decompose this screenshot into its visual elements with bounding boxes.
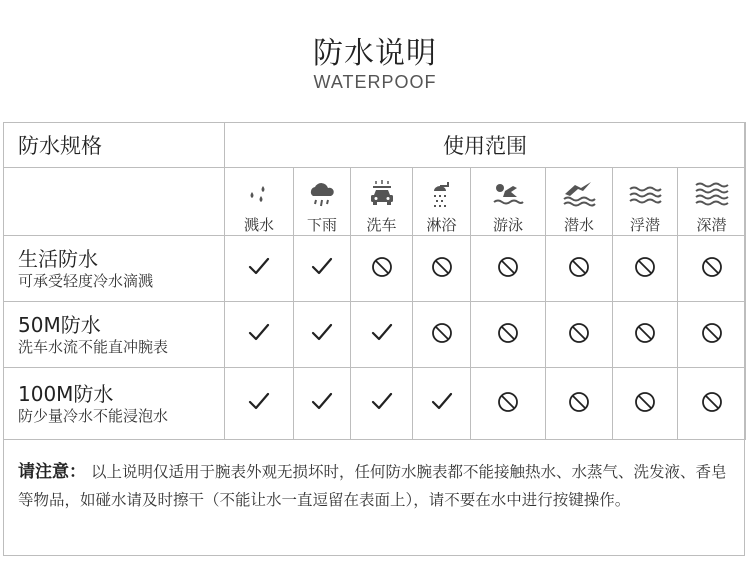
rain-cloud-icon (307, 180, 337, 208)
mark-cell (225, 236, 294, 302)
table-row-50m (4, 302, 746, 368)
mark-cell (225, 302, 294, 368)
mark-cell (678, 236, 746, 302)
car-wash-icon (367, 179, 397, 209)
check-icon (311, 257, 333, 277)
mark-cell (294, 368, 351, 440)
row-description: 防少量冷水不能浸泡水 (18, 406, 169, 425)
mark-cell (225, 368, 294, 440)
column-header-carwash (351, 168, 413, 236)
column-label: 溅水 (243, 216, 274, 234)
snorkel-waves-icon (628, 184, 662, 204)
prohibited-icon (568, 391, 590, 413)
mark-cell (294, 302, 351, 368)
row-label-cell (4, 236, 225, 302)
diving-icon (562, 180, 596, 208)
mark-cell (678, 368, 746, 440)
notice-body: 以上说明仅适用于腕表外观无损坏时，任何防水腕表都不能接触热水、水蒸气、洗发液、香皂等物品，如碰水请及时擦干（不能让水一直逗留在表面上），请不要在水中进行按键操作。 (18, 463, 727, 509)
mark-cell (613, 368, 678, 440)
prohibited-icon (497, 256, 519, 278)
check-icon (371, 392, 393, 412)
column-header-shower (413, 168, 471, 236)
row-title: 100M防水 (18, 381, 114, 406)
column-label: 淋浴 (426, 216, 457, 234)
prohibited-icon (701, 391, 723, 413)
prohibited-icon (431, 256, 453, 278)
prohibited-icon (634, 322, 656, 344)
check-icon (431, 392, 453, 412)
row-description: 可承受轻度冷水滴溅 (18, 271, 154, 290)
prohibited-icon (431, 322, 453, 344)
mark-cell (613, 236, 678, 302)
page-subtitle: WATERPOOF (313, 72, 437, 92)
check-icon (371, 323, 393, 343)
mark-cell (351, 368, 413, 440)
check-icon (311, 323, 333, 343)
row-description: 洗车水流不能直冲腕表 (18, 337, 169, 356)
mark-cell (294, 236, 351, 302)
spec-header: 防水规格 (4, 123, 225, 168)
waterproof-table (3, 122, 746, 440)
mark-cell (613, 302, 678, 368)
column-label: 潜水 (563, 216, 594, 234)
page-title: 防水说明 (313, 36, 437, 71)
notice-text (18, 458, 730, 514)
row-title: 50M防水 (18, 312, 101, 337)
notice-label: 请注意： (18, 462, 86, 482)
prohibited-icon (371, 256, 393, 278)
mark-cell (546, 236, 613, 302)
row-label-cell (4, 302, 225, 368)
prohibited-icon (497, 391, 519, 413)
mark-cell (546, 368, 613, 440)
column-header-deepdive (678, 168, 746, 236)
splash-drops-icon (245, 182, 273, 206)
usage-header: 使用范围 (225, 123, 746, 168)
swimming-icon (492, 180, 524, 208)
mark-cell (413, 368, 471, 440)
column-header-swimming (471, 168, 546, 236)
mark-cell (471, 236, 546, 302)
table-row-life (4, 236, 746, 302)
mark-cell (546, 302, 613, 368)
column-label: 浮潜 (629, 216, 660, 234)
check-icon (248, 392, 270, 412)
shower-icon (428, 179, 456, 209)
mark-cell (351, 236, 413, 302)
mark-cell (413, 236, 471, 302)
mark-cell (678, 302, 746, 368)
prohibited-icon (634, 256, 656, 278)
prohibited-icon (701, 322, 723, 344)
column-label: 游泳 (492, 216, 523, 234)
check-icon (248, 257, 270, 277)
column-label: 下雨 (306, 216, 337, 234)
prohibited-icon (701, 256, 723, 278)
prohibited-icon (497, 322, 519, 344)
row-label-cell (4, 368, 225, 440)
prohibited-icon (568, 322, 590, 344)
check-icon (311, 392, 333, 412)
column-header-rain (294, 168, 351, 236)
mark-cell (413, 302, 471, 368)
column-label: 深潜 (696, 216, 727, 234)
deep-dive-waves-icon (694, 181, 730, 207)
mark-cell (471, 368, 546, 440)
prohibited-icon (568, 256, 590, 278)
mark-cell (351, 302, 413, 368)
column-header-snorkel (613, 168, 678, 236)
row-title: 生活防水 (18, 246, 98, 271)
column-header-diving (546, 168, 613, 236)
prohibited-icon (634, 391, 656, 413)
check-icon (248, 323, 270, 343)
spec-blank-cell (4, 168, 225, 236)
table-row-100m (4, 368, 746, 440)
mark-cell (471, 302, 546, 368)
column-label: 洗车 (366, 216, 397, 234)
column-header-splash (225, 168, 294, 236)
